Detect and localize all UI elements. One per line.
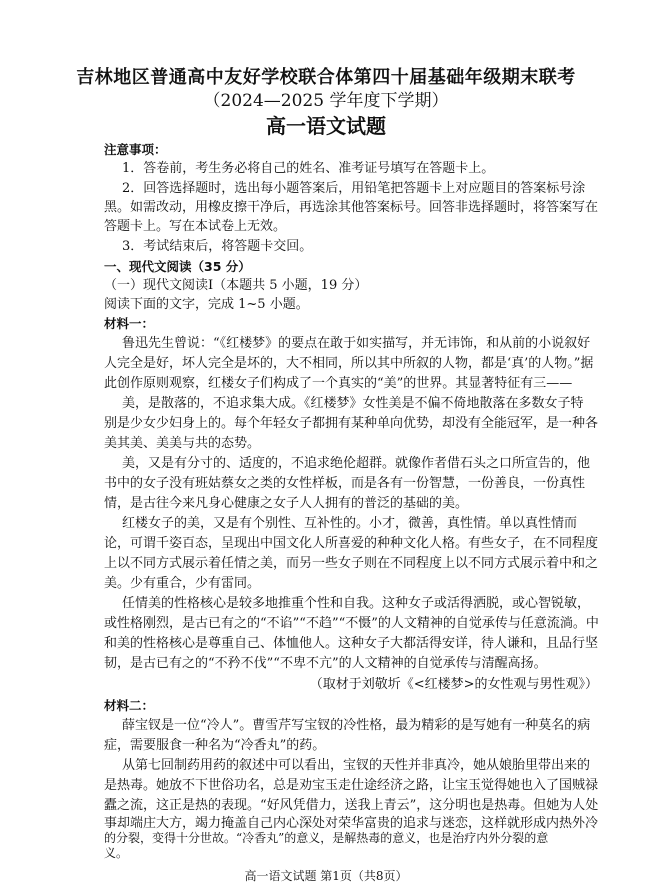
material1-line: 美，是散落的，不追求集大成。《红楼梦》女性美是不偏不倚地散落在多数女子特 bbox=[122, 396, 584, 411]
material1-line: 任情美的性格核心是较多地推重个性和自我。这种女子或活得洒脱，或心智锐敏， bbox=[122, 596, 591, 611]
material2-line: 事却端庄大方，竭力掩盖自己内心深处对荣华富贵的追求与迷恋，这样就形成内热外冷 bbox=[104, 816, 599, 831]
material1-line: 情，是古往今来凡身心健康之女子人人拥有的普泛的基础的美。 bbox=[104, 496, 469, 511]
section-heading: 一、现代文阅读（35 分） bbox=[104, 259, 251, 274]
material1-line: 韧，是古已有之的“不矜不伐”“不卑不亢”的人文精神的自觉承传与清醒高扬。 bbox=[104, 656, 547, 671]
material1-line: 和美的性格核心是尊重自己、体恤他人。这种女子大都活得安详，待人谦和，且品行坚 bbox=[104, 636, 599, 651]
material2-line: 症，需要服食一种名为“冷香丸”的药。 bbox=[104, 738, 326, 753]
notice-item-3: 3．考试结束后，将答题卡交回。 bbox=[122, 239, 313, 254]
material2-line: 薛宝钗是一位“冷人”。曹雪芹写宝钗的冷性格，最为精彩的是写她有一种莫名的病 bbox=[122, 718, 591, 733]
notice-item-2: 2．回答选择题时，选出每小题答案后，用铅笔把答题卡上对应题目的答案标号涂 bbox=[122, 181, 586, 196]
material1-line: 别是少女少妇身上的。每个年轻女子都拥有某种单向优势，却没有全能冠军，是一种各 bbox=[104, 416, 599, 431]
exam-title: 吉林地区普通高中友好学校联合体第四十届基础年级期末联考 bbox=[76, 67, 576, 88]
material1-line: 鲁迅先生曾说：“《红楼梦》的要点在敢于如实描写，并无讳饰，和从前的小说叙好 bbox=[122, 336, 591, 351]
notice-item-2-cont: 黑。如需改动，用橡皮擦干净后，再选涂其他答案标号。回答非选择题时，将答案写在 bbox=[104, 200, 599, 215]
material2-line: 的分裂，变得十分世故。“冷香丸”的意义，是解热毒的意义，也是治疗内外分裂的意 bbox=[104, 831, 549, 845]
material1-line: 上以不同方式展示着任情之美，而另一些女子则在不同程度上以不同方式展示着中和之 bbox=[104, 556, 599, 571]
material1-line: 美。少有重合，少有雷同。 bbox=[104, 576, 261, 591]
reading-instruction: 阅读下面的文字，完成 1~5 小题。 bbox=[104, 297, 309, 312]
material1-line: 论，可谓千姿百态，呈现出中国文化人所喜爱的种种文化人格。有些女子，在不同程度 bbox=[104, 536, 599, 551]
material1-line: 美，又是有分寸的、适度的，不追求绝伦超群。就像作者借石头之口所宣告的，他 bbox=[122, 456, 591, 471]
material2-line: 是热毒。她放不下世俗功名，总是劝宝玉走仕途经济之路，让宝玉觉得她也入了国贼禄 bbox=[104, 778, 599, 793]
material2-line: 义。 bbox=[104, 846, 129, 860]
material1-line: 书中的女子没有班姑蔡女之类的女性样板，而是各有一份智慧，一份善良，一份真性 bbox=[104, 476, 586, 491]
material1-label: 材料一： bbox=[104, 316, 155, 331]
exam-term: （2024—2025 学年度下学期） bbox=[203, 91, 449, 111]
page-footer: 高一语文试题 第1页（共8页） bbox=[244, 869, 408, 883]
material2-line: 蠹之流，这正是热的表现。“好风凭借力，送我上青云”，这分明也是热毒。但她为人处 bbox=[104, 798, 599, 813]
material1-source: （取材于刘敬圻《<红楼梦>的女性观与男性观》） bbox=[309, 677, 598, 692]
exam-subject: 高一语文试题 bbox=[266, 114, 386, 138]
material2-line: 从第七回制药用药的叙述中可以看出，宝钗的天性并非真冷，她从娘胎里带出来的 bbox=[122, 758, 591, 773]
material1-line: 此创作原则观察，红楼女子们构成了一个真实的“美”的世界。其显著特征有三—— bbox=[104, 376, 573, 391]
material1-line: 美其美、美美与共的态势。 bbox=[104, 436, 261, 451]
notice-heading: 注意事项： bbox=[104, 142, 167, 157]
material1-line: 或性格刚烈，是古已有之的“不谄”“不趋”“不慑”的人文精神的自觉承传与任意流淌。中 bbox=[104, 616, 599, 631]
material2-label: 材料二： bbox=[104, 698, 155, 713]
notice-item-2-cont2: 答题卡上。写在本试卷上无效。 bbox=[104, 219, 287, 234]
notice-item-1: 1．答卷前，考生务必将自己的姓名、准考证号填写在答题卡上。 bbox=[122, 161, 495, 176]
material1-line: 人完全是好，坏人完全是坏的，大不相同，所以其中所叙的人物，都是‘真’的人物。”据 bbox=[104, 356, 594, 371]
subsection-heading: （一）现代文阅读Ⅰ（本题共 5 小题，19 分） bbox=[104, 278, 368, 293]
material1-line: 红楼女子的美，又是有个别性、互补性的。小才，微善，真性情。单以真性情而 bbox=[122, 516, 578, 531]
